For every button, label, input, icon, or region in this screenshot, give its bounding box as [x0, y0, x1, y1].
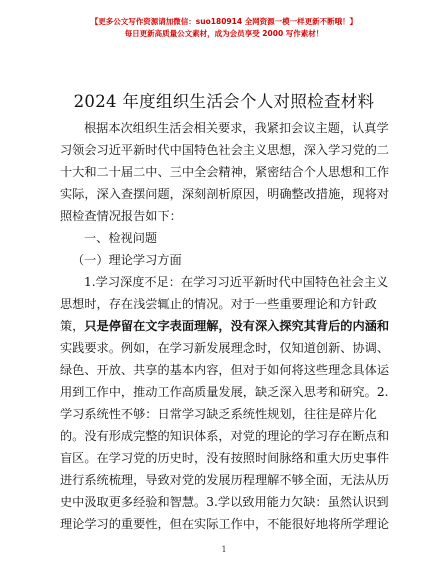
page-number: 1 [221, 545, 227, 554]
emphasized-text: 只是停留在文字表面理解，没有深入探究其背后的内涵和 [84, 319, 390, 333]
intro-line: 根据本次组织生活会相关要求，我紧扣会议主题，认真学 [84, 121, 389, 135]
promo-banner-line-1: 【更多公文写作资源请加微信：suo180914 全网资源一模一样更新不断哦！】 [90, 17, 358, 26]
promo-banner [50, 16, 398, 40]
section-heading: 一、检视问题 [84, 231, 158, 245]
paragraph-line: 用到工作中，推动工作高质量发展，缺乏深入思考和研究。2. [60, 385, 389, 399]
intro-line: 照检查情况报告如下： [60, 209, 182, 223]
paragraph-line: 理论学习的重要性，但在实际工作中，不能很好地将所学理论 [60, 517, 390, 531]
paragraph-line: 学习系统性不够：日常学习缺乏系统性规划，往往是碎片化 [60, 407, 377, 421]
paragraph-line: 思想时，存在浅尝辄止的情况。对于一些重要理论和方针政 [60, 297, 377, 311]
paragraph-line: 进行系统梳理，导致对党的发展历程理解不够全面，无法从历 [60, 473, 390, 487]
document-body [60, 117, 391, 535]
subsection-heading: （一）理论学习方面 [72, 253, 182, 267]
intro-line: 习领会习近平新时代中国特色社会主义思想，深入学习党的二 [60, 143, 390, 157]
document-title: 2024 年度组织生活会个人对照检查材料 [73, 92, 375, 111]
promo-banner-line-2: 每日更新高质量公文素材，成为会员享受 2000 写作素材！ [124, 29, 324, 38]
paragraph-text: 策， [60, 319, 85, 333]
paragraph-line: 史中汲取更多经验和智慧。3.学以致用能力欠缺：虽然认识到 [60, 495, 389, 509]
paragraph-line: 实践要求。例如，在学习新发展理念时，仅知道创新、协调、 [60, 341, 390, 355]
paragraph-line: 1.学习深度不足：在学习习近平新时代中国特色社会主义 [84, 275, 389, 289]
intro-line: 实际，深入查摆问题，深刻剖析原因，明确整改措施，现将对 [60, 187, 390, 201]
intro-line: 十大和二十届二中、三中全会精神，紧密结合个人思想和工作 [60, 165, 390, 179]
paragraph-line: 盲区。在学习党的历史时，没有按照时间脉络和重大历史事件 [60, 451, 390, 465]
paragraph-line: 的。没有形成完整的知识体系，对党的理论的学习存在断点和 [60, 429, 390, 443]
paragraph-line: 绿色、开放、共享的基本内容，但对于如何将这些理念具体运 [60, 363, 390, 377]
paragraph-line [60, 315, 391, 337]
